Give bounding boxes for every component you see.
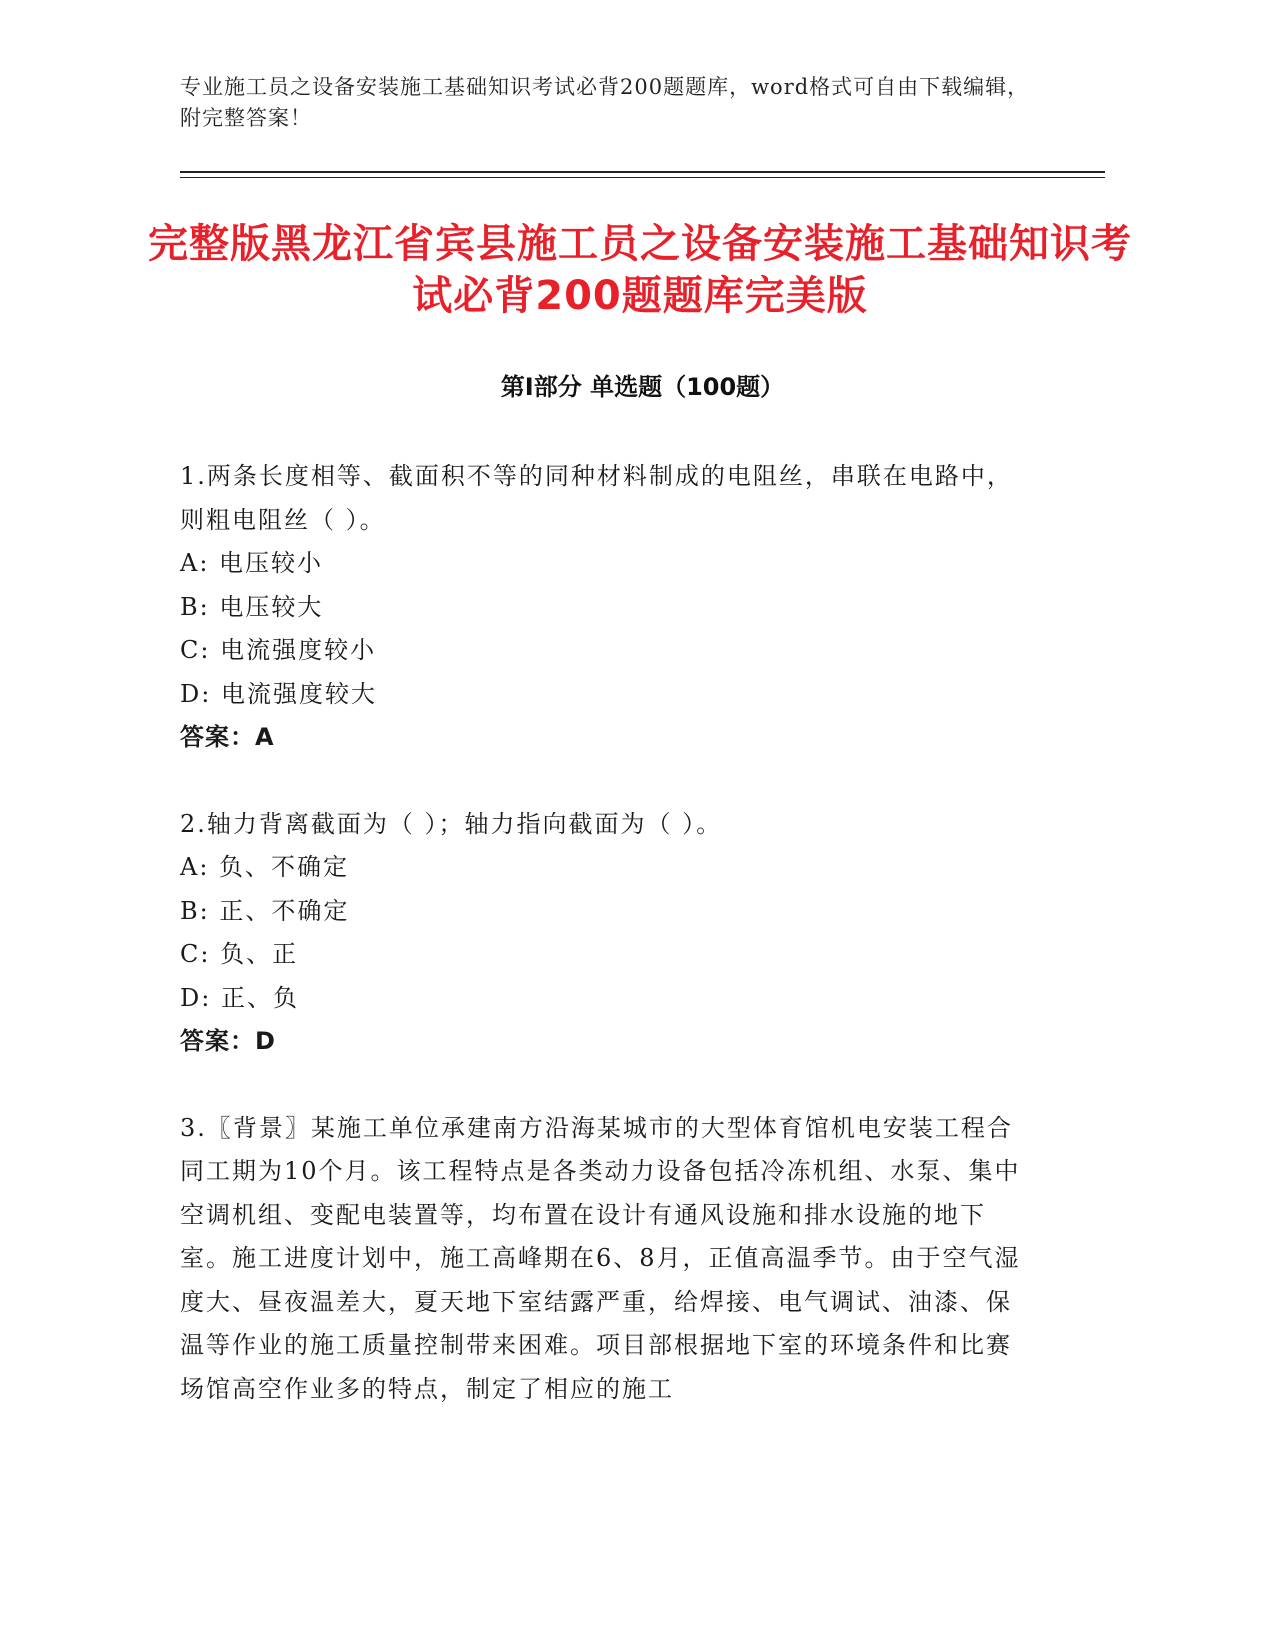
option-d: D: 正、负 [180, 983, 299, 1012]
option-a: A: 负、不确定 [180, 853, 350, 881]
document-title: 完整版黑龙江省宾县施工员之设备安装施工基础知识考试必背200题题库完美版 [148, 221, 1132, 319]
answer-line: 答案：A [180, 723, 275, 751]
question-stem: 3.〖背景〗某施工单位承建南方沿海某城市的大型体育馆机电安装工程合同工期为10个月。该工程特点是各类动力设备包括冷冻机组、水泵、集中空调机组、变配电装置等，均布置在设计有通风设施和排水设施的地下室。施工进度计划中，施工高峰期在6、8月，正值高温季节。由于空气湿度大、昼夜温差大，夏天地下室结露严重，给焊接、电气调试、油漆、保温等作业的施工质量控制带来困难。项目部根据地下室的环境条件和比赛场馆高空作业多的特点，制定了相应的施工 [180, 1113, 1021, 1403]
option-c: C: 负、正 [180, 940, 299, 968]
question-2 [180, 803, 1030, 1064]
answer-line: 答案：D [180, 1027, 276, 1055]
question-stem: 2.轴力背离截面为（ ）；轴力指向截面为（ ）。 [180, 809, 723, 838]
option-d: D: 电流强度较大 [180, 679, 377, 708]
header-divider-thin [180, 177, 1105, 178]
question-stem: 1.两条长度相等、截面积不等的同种材料制成的电阻丝，串联在电路中，则粗电阻丝（ ）。 [180, 462, 1013, 534]
header-note: 专业施工员之设备安装施工基础知识考试必背200题题库，word格式可自由下载编辑，附完整答案！ [180, 75, 1030, 130]
header-divider-thick [180, 171, 1105, 173]
section-heading: 第I部分 单选题（100题） [500, 373, 785, 401]
question-3 [180, 1107, 1030, 1412]
option-b: B: 电压较大 [180, 592, 324, 621]
question-1 [180, 455, 1030, 760]
option-b: B: 正、不确定 [180, 896, 350, 925]
option-c: C: 电流强度较小 [180, 636, 377, 664]
option-a: A: 电压较小 [180, 549, 324, 577]
question-list [180, 455, 1030, 1454]
